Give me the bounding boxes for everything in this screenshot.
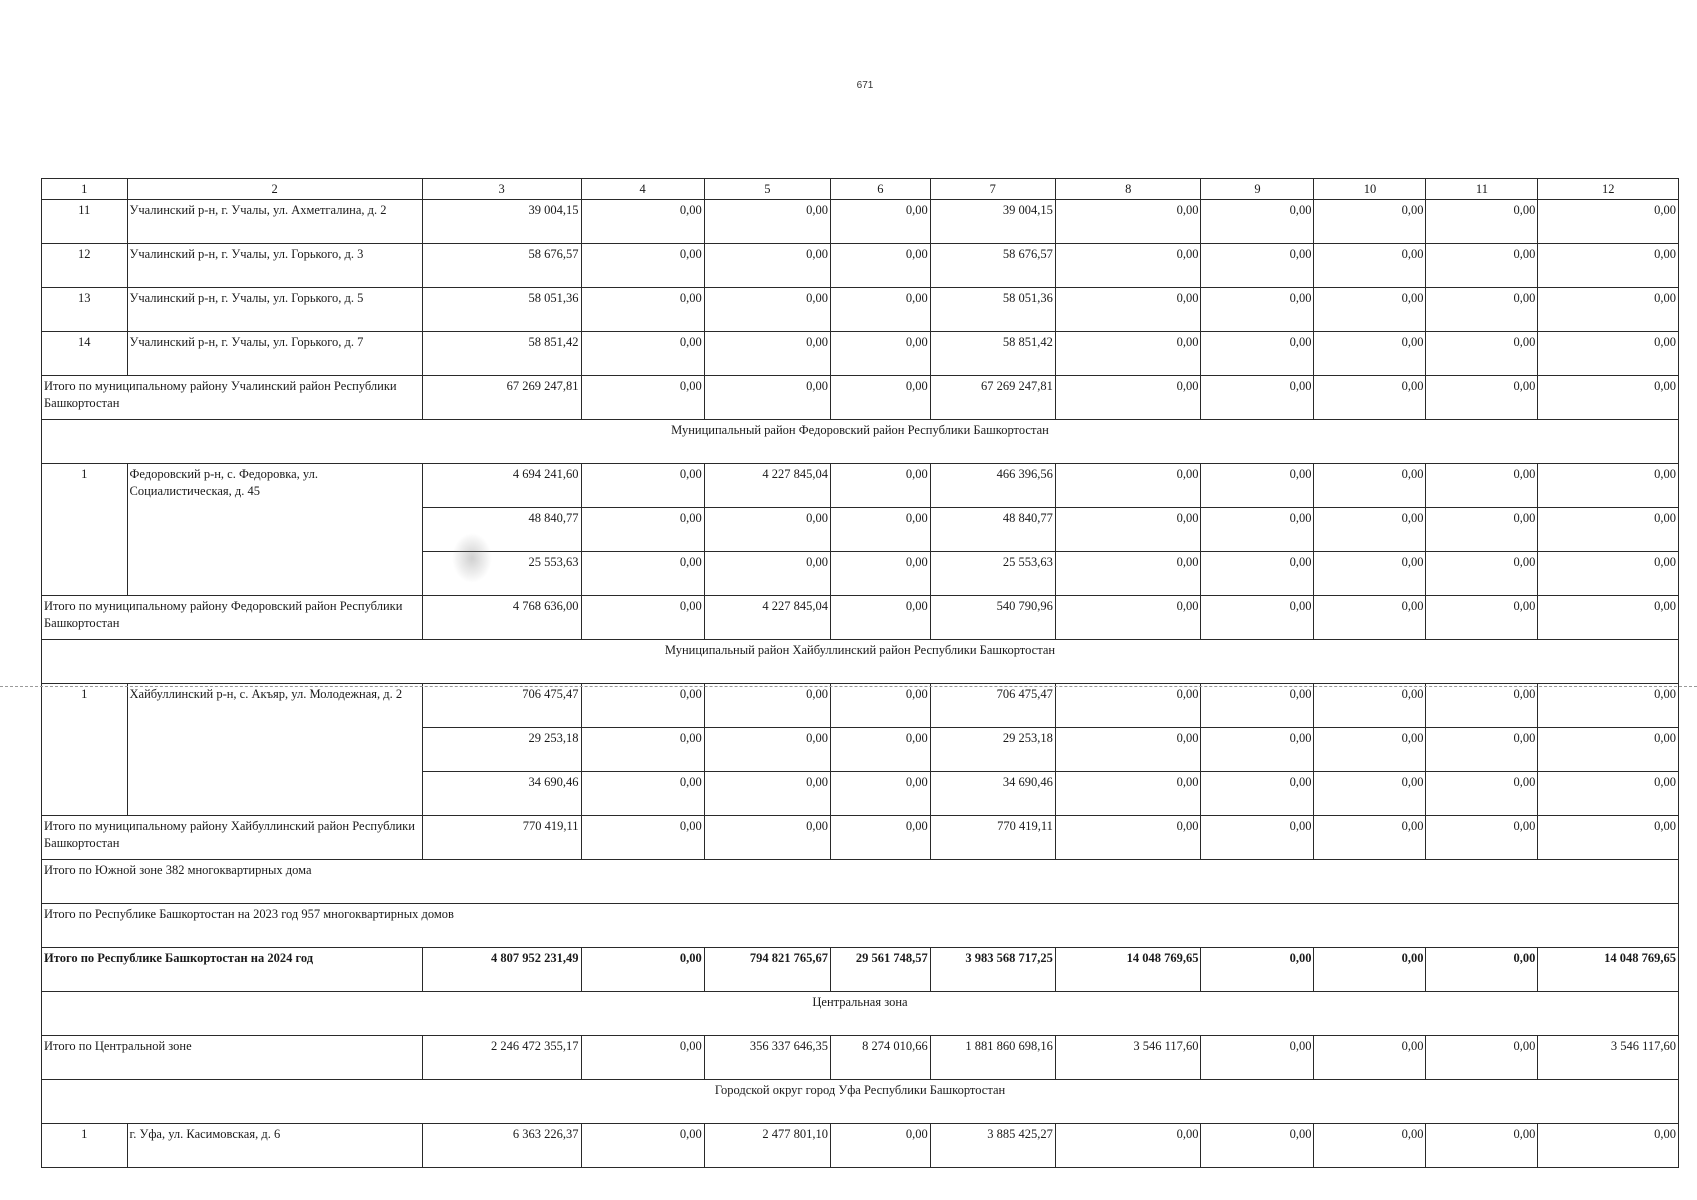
address-cell: Хайбуллинский р-н, с. Акъяр, ул. Молодежная, д. 2	[127, 684, 422, 816]
section-title: Муниципальный район Федоровский район Республики Башкортостан	[42, 420, 1679, 464]
value-cell-col-6: 0,00	[830, 552, 930, 596]
value-cell-col-9: 0,00	[1201, 1124, 1314, 1168]
value-cell-col-8: 0,00	[1055, 552, 1201, 596]
row-index: 12	[42, 244, 128, 288]
value-cell-col-5: 0,00	[704, 772, 830, 816]
value-cell-col-3: 39 004,15	[422, 200, 581, 244]
value-cell-col-11: 0,00	[1426, 684, 1538, 728]
column-header-12: 12	[1538, 179, 1679, 200]
value-cell-col-10: 0,00	[1314, 244, 1426, 288]
section-title: Городской округ город Уфа Республики Башкортостан	[42, 1080, 1679, 1124]
address-cell: г. Уфа, ул. Касимовская, д. 6	[127, 1124, 422, 1168]
section-header-row	[42, 420, 1679, 464]
value-cell-col-6: 0,00	[830, 464, 930, 508]
value-cell-col-8: 0,00	[1055, 596, 1201, 640]
value-cell-col-9: 0,00	[1201, 1036, 1314, 1080]
value-cell-col-9: 0,00	[1201, 200, 1314, 244]
value-cell-col-9: 0,00	[1201, 816, 1314, 860]
column-header-9: 9	[1201, 179, 1314, 200]
row-index: 1	[42, 464, 128, 596]
summary-label: Итого по Южной зоне 382 многоквартирных дома	[42, 860, 1679, 904]
value-cell-col-4: 0,00	[581, 1036, 704, 1080]
summary-row	[42, 860, 1679, 904]
column-header-5: 5	[704, 179, 830, 200]
value-cell-col-4: 0,00	[581, 684, 704, 728]
value-cell-col-12: 0,00	[1538, 1124, 1679, 1168]
value-cell-col-7: 67 269 247,81	[930, 376, 1055, 420]
value-cell-col-11: 0,00	[1426, 464, 1538, 508]
value-cell-col-9: 0,00	[1201, 244, 1314, 288]
value-cell-col-3: 58 851,42	[422, 332, 581, 376]
value-cell-col-7: 58 676,57	[930, 244, 1055, 288]
value-cell-col-6: 0,00	[830, 244, 930, 288]
value-cell-col-7: 58 851,42	[930, 332, 1055, 376]
data-table	[41, 178, 1679, 1168]
value-cell-col-5: 794 821 765,67	[704, 948, 830, 992]
row-index: 1	[42, 684, 128, 816]
value-cell-col-4: 0,00	[581, 288, 704, 332]
value-cell-col-8: 0,00	[1055, 332, 1201, 376]
column-header-2: 2	[127, 179, 422, 200]
value-cell-col-10: 0,00	[1314, 332, 1426, 376]
value-cell-col-5: 0,00	[704, 508, 830, 552]
value-cell-col-8: 0,00	[1055, 684, 1201, 728]
value-cell-col-6: 29 561 748,57	[830, 948, 930, 992]
section-header-row	[42, 992, 1679, 1036]
value-cell-col-3: 48 840,77	[422, 508, 581, 552]
value-cell-col-12: 0,00	[1538, 596, 1679, 640]
value-cell-col-5: 0,00	[704, 244, 830, 288]
value-cell-col-10: 0,00	[1314, 772, 1426, 816]
value-cell-col-11: 0,00	[1426, 508, 1538, 552]
value-cell-col-5: 0,00	[704, 376, 830, 420]
value-cell-col-12: 3 546 117,60	[1538, 1036, 1679, 1080]
value-cell-col-7: 466 396,56	[930, 464, 1055, 508]
value-cell-col-11: 0,00	[1426, 376, 1538, 420]
value-cell-col-10: 0,00	[1314, 684, 1426, 728]
value-cell-col-10: 0,00	[1314, 1124, 1426, 1168]
table-row	[42, 244, 1679, 288]
row-index: 13	[42, 288, 128, 332]
value-cell-col-9: 0,00	[1201, 332, 1314, 376]
value-cell-col-12: 0,00	[1538, 288, 1679, 332]
value-cell-col-5: 4 227 845,04	[704, 596, 830, 640]
address-cell: Федоровский р-н, с. Федоровка, ул. Социалистическая, д. 45	[127, 464, 422, 596]
value-cell-col-12: 0,00	[1538, 464, 1679, 508]
value-cell-col-11: 0,00	[1426, 728, 1538, 772]
value-cell-col-12: 0,00	[1538, 772, 1679, 816]
value-cell-col-8: 0,00	[1055, 376, 1201, 420]
value-cell-col-6: 0,00	[830, 772, 930, 816]
value-cell-col-3: 4 694 241,60	[422, 464, 581, 508]
value-cell-col-5: 0,00	[704, 552, 830, 596]
address-cell: Учалинский р-н, г. Учалы, ул. Горького, д. 7	[127, 332, 422, 376]
table-row	[42, 332, 1679, 376]
value-cell-col-12: 0,00	[1538, 508, 1679, 552]
section-header-row	[42, 640, 1679, 684]
value-cell-col-12: 0,00	[1538, 684, 1679, 728]
table-row	[42, 1124, 1679, 1168]
total-row	[42, 816, 1679, 860]
value-cell-col-3: 58 051,36	[422, 288, 581, 332]
column-header-1: 1	[42, 179, 128, 200]
value-cell-col-11: 0,00	[1426, 1036, 1538, 1080]
total-row	[42, 948, 1679, 992]
value-cell-col-9: 0,00	[1201, 684, 1314, 728]
value-cell-col-9: 0,00	[1201, 552, 1314, 596]
column-header-8: 8	[1055, 179, 1201, 200]
value-cell-col-11: 0,00	[1426, 596, 1538, 640]
value-cell-col-12: 0,00	[1538, 332, 1679, 376]
value-cell-col-7: 58 051,36	[930, 288, 1055, 332]
value-cell-col-5: 0,00	[704, 332, 830, 376]
value-cell-col-9: 0,00	[1201, 596, 1314, 640]
value-cell-col-11: 0,00	[1426, 332, 1538, 376]
value-cell-col-8: 0,00	[1055, 728, 1201, 772]
page-number: 671	[856, 80, 874, 91]
column-header-4: 4	[581, 179, 704, 200]
value-cell-col-12: 0,00	[1538, 728, 1679, 772]
value-cell-col-8: 0,00	[1055, 200, 1201, 244]
value-cell-col-3: 706 475,47	[422, 684, 581, 728]
value-cell-col-4: 0,00	[581, 728, 704, 772]
section-header-row	[42, 1080, 1679, 1124]
value-cell-col-6: 0,00	[830, 288, 930, 332]
value-cell-col-3: 58 676,57	[422, 244, 581, 288]
value-cell-col-7: 3 983 568 717,25	[930, 948, 1055, 992]
value-cell-col-9: 0,00	[1201, 948, 1314, 992]
total-label: Итого по Центральной зоне	[42, 1036, 423, 1080]
total-label: Итого по муниципальному району Учалинский район Республики Башкортостан	[42, 376, 423, 420]
value-cell-col-6: 0,00	[830, 508, 930, 552]
value-cell-col-6: 8 274 010,66	[830, 1036, 930, 1080]
value-cell-col-10: 0,00	[1314, 508, 1426, 552]
column-header-7: 7	[930, 179, 1055, 200]
value-cell-col-10: 0,00	[1314, 816, 1426, 860]
address-cell: Учалинский р-н, г. Учалы, ул. Горького, д. 3	[127, 244, 422, 288]
value-cell-col-3: 4 768 636,00	[422, 596, 581, 640]
section-title: Муниципальный район Хайбуллинский район Республики Башкортостан	[42, 640, 1679, 684]
value-cell-col-5: 0,00	[704, 684, 830, 728]
value-cell-col-4: 0,00	[581, 376, 704, 420]
column-header-11: 11	[1426, 179, 1538, 200]
value-cell-col-7: 34 690,46	[930, 772, 1055, 816]
value-cell-col-4: 0,00	[581, 200, 704, 244]
value-cell-col-8: 3 546 117,60	[1055, 1036, 1201, 1080]
value-cell-col-12: 0,00	[1538, 552, 1679, 596]
value-cell-col-7: 3 885 425,27	[930, 1124, 1055, 1168]
address-cell: Учалинский р-н, г. Учалы, ул. Горького, д. 5	[127, 288, 422, 332]
value-cell-col-12: 0,00	[1538, 200, 1679, 244]
value-cell-col-4: 0,00	[581, 596, 704, 640]
value-cell-col-3: 25 553,63	[422, 552, 581, 596]
row-index: 1	[42, 1124, 128, 1168]
value-cell-col-11: 0,00	[1426, 552, 1538, 596]
table-row	[42, 464, 1679, 508]
value-cell-col-12: 0,00	[1538, 376, 1679, 420]
value-cell-col-3: 2 246 472 355,17	[422, 1036, 581, 1080]
value-cell-col-6: 0,00	[830, 596, 930, 640]
value-cell-col-6: 0,00	[830, 376, 930, 420]
value-cell-col-10: 0,00	[1314, 376, 1426, 420]
value-cell-col-6: 0,00	[830, 684, 930, 728]
value-cell-col-9: 0,00	[1201, 464, 1314, 508]
value-cell-col-9: 0,00	[1201, 508, 1314, 552]
value-cell-col-7: 706 475,47	[930, 684, 1055, 728]
value-cell-col-12: 14 048 769,65	[1538, 948, 1679, 992]
value-cell-col-8: 0,00	[1055, 1124, 1201, 1168]
table-row	[42, 684, 1679, 728]
value-cell-col-7: 48 840,77	[930, 508, 1055, 552]
value-cell-col-10: 0,00	[1314, 464, 1426, 508]
total-row	[42, 1036, 1679, 1080]
value-cell-col-8: 0,00	[1055, 464, 1201, 508]
value-cell-col-10: 0,00	[1314, 596, 1426, 640]
value-cell-col-9: 0,00	[1201, 772, 1314, 816]
summary-label: Итого по Республике Башкортостан на 2023 год 957 многоквартирных домов	[42, 904, 1679, 948]
summary-row	[42, 904, 1679, 948]
value-cell-col-11: 0,00	[1426, 816, 1538, 860]
value-cell-col-6: 0,00	[830, 728, 930, 772]
table-row	[42, 288, 1679, 332]
total-row	[42, 596, 1679, 640]
value-cell-col-8: 0,00	[1055, 288, 1201, 332]
value-cell-col-4: 0,00	[581, 332, 704, 376]
value-cell-col-3: 29 253,18	[422, 728, 581, 772]
value-cell-col-8: 0,00	[1055, 508, 1201, 552]
value-cell-col-8: 0,00	[1055, 816, 1201, 860]
column-header-6: 6	[830, 179, 930, 200]
value-cell-col-5: 0,00	[704, 200, 830, 244]
value-cell-col-10: 0,00	[1314, 552, 1426, 596]
value-cell-col-9: 0,00	[1201, 288, 1314, 332]
value-cell-col-4: 0,00	[581, 244, 704, 288]
value-cell-col-8: 0,00	[1055, 772, 1201, 816]
value-cell-col-7: 770 419,11	[930, 816, 1055, 860]
value-cell-col-12: 0,00	[1538, 816, 1679, 860]
value-cell-col-4: 0,00	[581, 508, 704, 552]
column-header-3: 3	[422, 179, 581, 200]
value-cell-col-8: 0,00	[1055, 244, 1201, 288]
total-label: Итого по Республике Башкортостан на 2024 год	[42, 948, 423, 992]
value-cell-col-10: 0,00	[1314, 288, 1426, 332]
value-cell-col-11: 0,00	[1426, 1124, 1538, 1168]
value-cell-col-6: 0,00	[830, 1124, 930, 1168]
row-index: 14	[42, 332, 128, 376]
total-label: Итого по муниципальному району Хайбуллинский район Республики Башкортостан	[42, 816, 423, 860]
value-cell-col-4: 0,00	[581, 464, 704, 508]
value-cell-col-5: 0,00	[704, 728, 830, 772]
value-cell-col-7: 540 790,96	[930, 596, 1055, 640]
value-cell-col-5: 2 477 801,10	[704, 1124, 830, 1168]
value-cell-col-12: 0,00	[1538, 244, 1679, 288]
value-cell-col-4: 0,00	[581, 1124, 704, 1168]
value-cell-col-9: 0,00	[1201, 728, 1314, 772]
value-cell-col-8: 14 048 769,65	[1055, 948, 1201, 992]
section-title: Центральная зона	[42, 992, 1679, 1036]
value-cell-col-6: 0,00	[830, 200, 930, 244]
total-row	[42, 376, 1679, 420]
value-cell-col-6: 0,00	[830, 816, 930, 860]
value-cell-col-10: 0,00	[1314, 948, 1426, 992]
value-cell-col-11: 0,00	[1426, 200, 1538, 244]
value-cell-col-4: 0,00	[581, 772, 704, 816]
value-cell-col-4: 0,00	[581, 552, 704, 596]
table-body	[42, 179, 1679, 1168]
value-cell-col-3: 6 363 226,37	[422, 1124, 581, 1168]
value-cell-col-7: 29 253,18	[930, 728, 1055, 772]
value-cell-col-4: 0,00	[581, 816, 704, 860]
value-cell-col-10: 0,00	[1314, 1036, 1426, 1080]
value-cell-col-3: 67 269 247,81	[422, 376, 581, 420]
value-cell-col-11: 0,00	[1426, 948, 1538, 992]
value-cell-col-5: 0,00	[704, 288, 830, 332]
value-cell-col-5: 0,00	[704, 816, 830, 860]
value-cell-col-11: 0,00	[1426, 288, 1538, 332]
value-cell-col-11: 0,00	[1426, 772, 1538, 816]
column-header-row	[42, 179, 1679, 200]
value-cell-col-10: 0,00	[1314, 200, 1426, 244]
value-cell-col-4: 0,00	[581, 948, 704, 992]
value-cell-col-3: 770 419,11	[422, 816, 581, 860]
value-cell-col-3: 4 807 952 231,49	[422, 948, 581, 992]
value-cell-col-9: 0,00	[1201, 376, 1314, 420]
value-cell-col-6: 0,00	[830, 332, 930, 376]
table-row	[42, 200, 1679, 244]
value-cell-col-7: 1 881 860 698,16	[930, 1036, 1055, 1080]
address-cell: Учалинский р-н, г. Учалы, ул. Ахметгалина, д. 2	[127, 200, 422, 244]
total-label: Итого по муниципальному району Федоровский район Республики Башкортостан	[42, 596, 423, 640]
value-cell-col-7: 39 004,15	[930, 200, 1055, 244]
value-cell-col-7: 25 553,63	[930, 552, 1055, 596]
value-cell-col-5: 4 227 845,04	[704, 464, 830, 508]
column-header-10: 10	[1314, 179, 1426, 200]
value-cell-col-10: 0,00	[1314, 728, 1426, 772]
value-cell-col-3: 34 690,46	[422, 772, 581, 816]
value-cell-col-11: 0,00	[1426, 244, 1538, 288]
value-cell-col-5: 356 337 646,35	[704, 1036, 830, 1080]
row-index: 11	[42, 200, 128, 244]
